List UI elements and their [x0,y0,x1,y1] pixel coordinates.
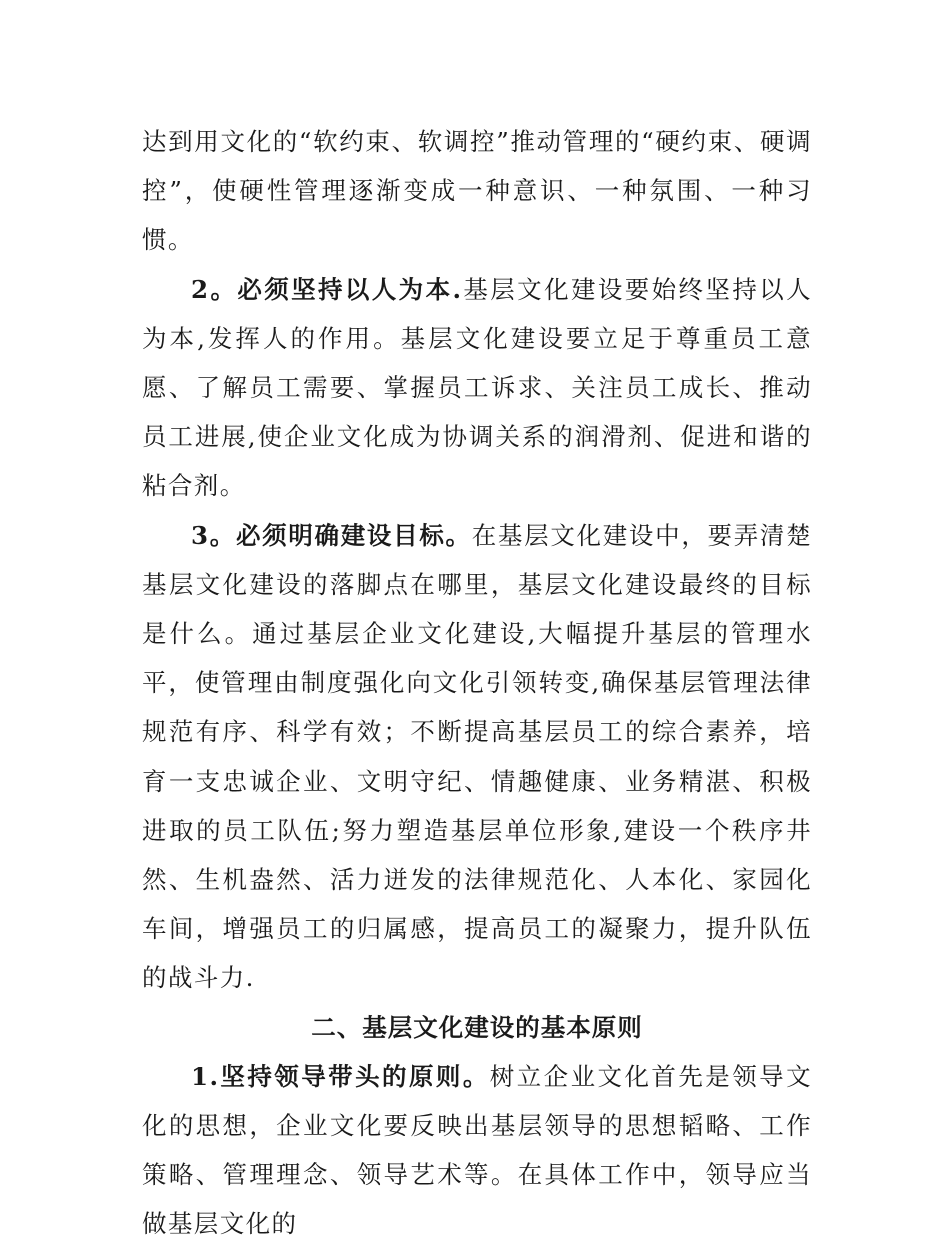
paragraph-text: 在基层文化建设中，要弄清楚基层文化建设的落脚点在哪里，基层文化建设最终的目标是什么。通过基层企业文化建设,大幅提升基层的管理水平，使管理由制度强化向文化引领转变,确保基层管理法律规范有序、科学有效；不断提高基层员工的综合素养，培育一支忠诚企业、文明守纪、情趣健康、业务精湛、积极进取的员工队伍;努力塑造基层单位形象,建设一个秩序井然、生机盎然、活力迸发的法律规范化、人本化、家园化车间，增强员工的归属感，提高员工的凝聚力，提升队伍的战斗力. [142,520,813,993]
paragraph-lead-heading: 3。必须明确建设目标。 [191,520,472,550]
paragraph-build-goals [142,511,812,1003]
section-heading: 二、基层文化建设的基本原则 [311,1012,643,1042]
paragraph-lead-heading: 2。必须坚持以人为本. [191,274,463,304]
document-page [142,117,812,1249]
paragraph-text: 基层文化建设要始终坚持以人为本,发挥人的作用。基层文化建设要立足于尊重员工意愿、了解员工需要、掌握员工诉求、关注员工成长、推动员工进展,使企业文化成为协调关系的润滑剂、促进和谐的粘合剂。 [142,274,812,501]
paragraph-text: 达到用文化的“软约束、软调控”推动管理的“硬约束、硬调控”，使硬性管理逐渐变成一种意识、一种氛围、一种习惯。 [142,127,812,255]
paragraph-leadership [142,1052,812,1249]
paragraph-people-oriented [142,265,812,511]
paragraph-lead-heading: 1.坚持领导带头的原则。 [191,1061,490,1091]
paragraph-continuation [142,117,812,265]
paragraph-text: 树立企业文化首先是领导文化的思想，企业文化要反映出基层领导的思想韬略、工作策略、管理理念、领导艺术等。在具体工作中，领导应当做基层文化的 [142,1061,812,1239]
